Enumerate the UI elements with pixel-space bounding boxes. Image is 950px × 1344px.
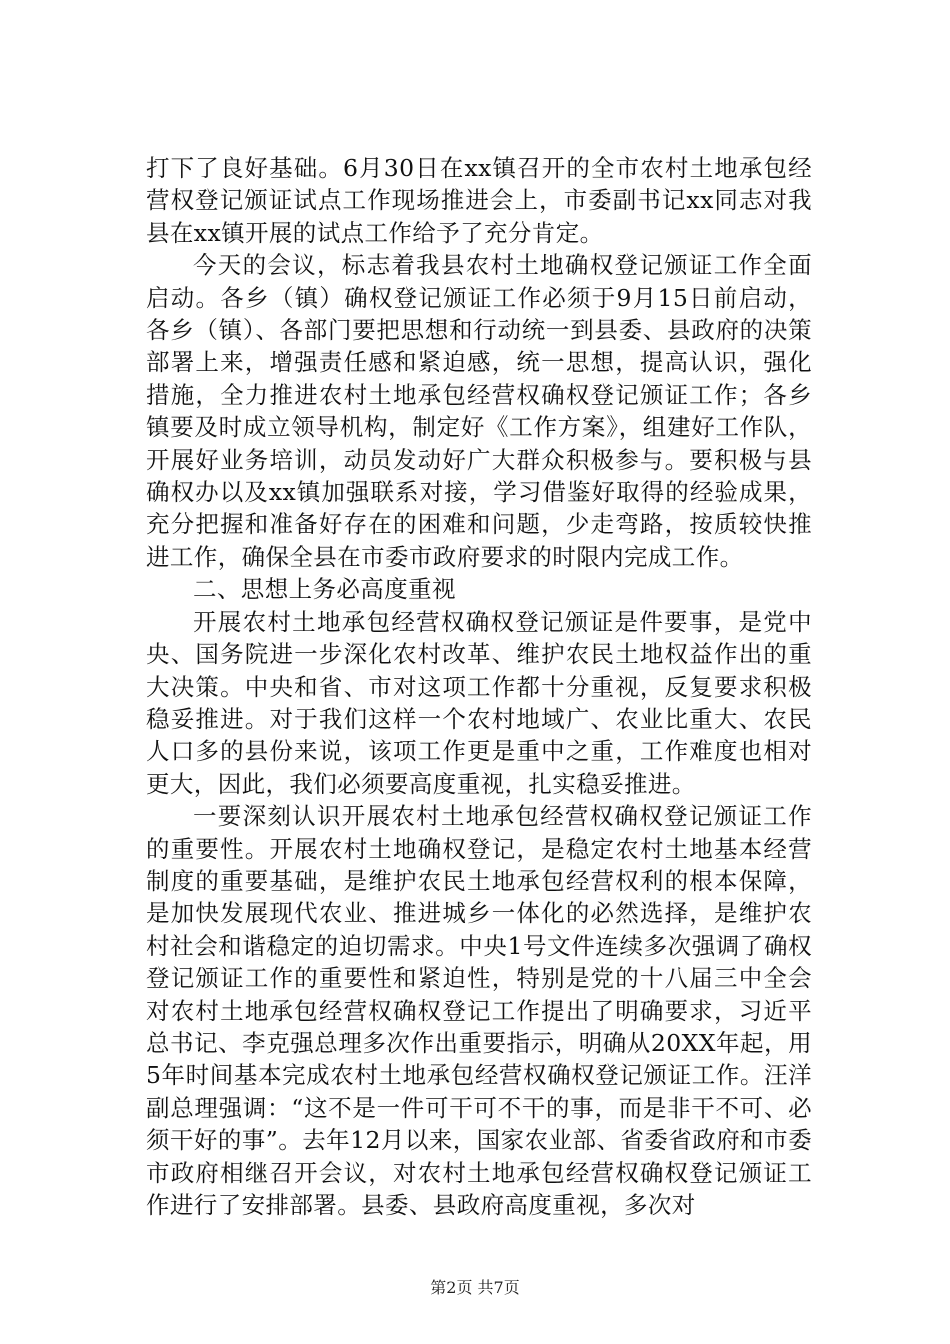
paragraph-continuation: 打下了良好基础。6月30日在xx镇召开的全市农村土地承包经营权登记颁证试点工作现场推进会上，市委副书记xx同志对我县在xx镇开展的试点工作给予了充分肯定。 — [146, 154, 812, 247]
section-heading-2: 二、思想上务必高度重视 — [193, 575, 456, 604]
paragraph-meeting-launch: 今天的会议，标志着我县农村土地确权登记颁证工作全面启动。各乡（镇）确权登记颁证工作必须于9月15日前启动，各乡（镇）、各部门要把思想和行动统一到县委、县政府的决策部署上来，增强责任感和紧迫感，统一思想，提高认识，强化措施，全力推进农村土地承包经营权确权登记颁证工作；各乡镇要及时成立领导机构，制定好《工作方案》，组建好工作队，开展好业务培训，动员发动好广大群众积极参与。要积极与县确权办以及xx镇加强联系对接，学习借鉴好取得的经验成果，充分把握和准备好存在的困难和问题，少走弯路，按质较快推进工作，确保全县在市委市政府要求的时限内完成工作。 — [146, 251, 812, 571]
paragraph-importance: 开展农村土地承包经营权确权登记颁证是件要事，是党中央、国务院进一步深化农村改革、维护农民土地权益作出的重大决策。中央和省、市对这项工作都十分重视，反复要求积极稳妥推进。对于我们这样一个农村地域广、农业比重大、农民人口多的县份来说，该项工作更是重中之重，工作难度也相对更大，因此，我们必须要高度重视，扎实稳妥推进。 — [146, 607, 812, 798]
document-body — [146, 152, 812, 1221]
paragraph-point-one: 一要深刻认识开展农村土地承包经营权确权登记颁证工作的重要性。开展农村土地确权登记，是稳定农村土地基本经营制度的重要基础，是维护农民土地承包经营权利的根本保障，是加快发展现代农业、推进城乡一体化的必然选择，是维护农村社会和谐稳定的迫切需求。中央1号文件连续多次强调了确权登记颁证工作的重要性和紧迫性，特别是党的十八届三中全会对农村土地承包经营权确权登记工作提出了明确要求，习近平总书记、李克强总理多次作出重要指示，明确从20XX年起，用5年时间基本完成农村土地承包经营权确权登记颁证工作。汪洋副总理强调：“这不是一件可干可不干的事，而是非干不可、必须干好的事”。去年12月以来，国家农业部、省委省政府和市委市政府相继召开会议，对农村土地承包经营权确权登记颁证工作进行了安排部署。县委、县政府高度重视，多次对 — [146, 802, 812, 1219]
page-footer: 第2页 共7页 — [430, 1278, 520, 1297]
